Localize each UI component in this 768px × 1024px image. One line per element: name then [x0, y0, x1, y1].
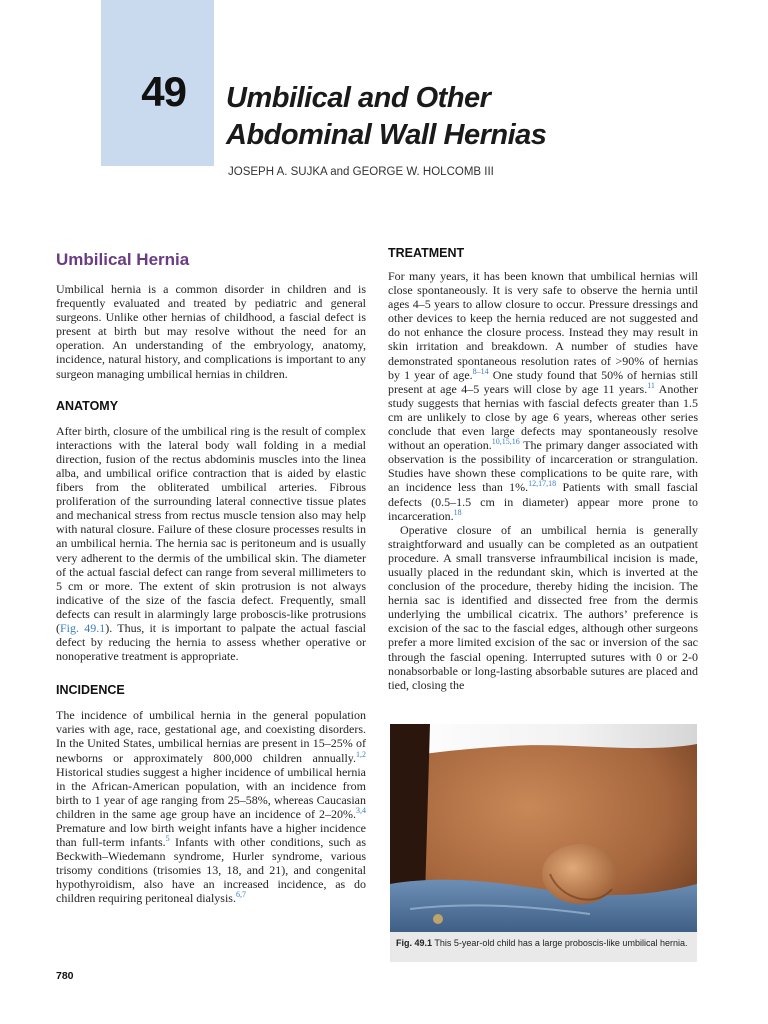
hernia-photo-illustration — [390, 724, 697, 932]
anatomy-text-a: After birth, closure of the umbilical ring is the result of complex interactions with the lateral body wall folding in a medial direction, fusion of the rectus abdominis muscles into the linea alba, and umbilical orifice contraction that is aided by elastic fibers from the obliterated umbilical arteries. Fibrous proliferation of the surrounding lateral connective tissue plates and mechanical stress from rectus muscle tension also may help with natural closure. Failure of these closure processes results in an umbilical hernia. The hernia sac is peritoneum and is usually very adherent to the dermis of the umbilical skin. The diameter of the actual fascial defect can range from several millimeters to 5 cm or more. The extent of skin protrusion is not always indicative of the size of the fascia defect. Frequently, small defects can result in alarmingly large proboscis-like protrusions ( — [56, 423, 366, 635]
chapter-title — [226, 80, 726, 154]
treatment-text-3: Another study suggests that hernias with fascial defects greater than 1.5 cm are unlikely to close by age 6 years, whereas other series conclude that even large defects may spontaneously resolve without an operation. — [388, 381, 698, 453]
citation-ref[interactable]: 5 — [165, 834, 170, 844]
anatomy-text-b: ). Thus, it is important to palpate the actual fascial defect by reducing the hernia to assess whether operative or nonoperative treatment is appropriate. — [56, 620, 366, 664]
citation-ref[interactable]: 8–14 — [472, 366, 489, 376]
treatment-text-1: For many years, it has been known that umbilical hernias will close spontaneously. It is very safe to observe the hernia until ages 4–5 years to allow closure to occur. Pressure dressings and other devices to keep the hernia reduced are not suggested and do not enhance the closure process. Instead they may result in skin irritation and breakdown. A number of studies have demonstrated spontaneous resolution rates of >90% of hernias by 1 year of age. — [388, 269, 698, 382]
incidence-text-3: Premature and low birth weight infants have a higher incidence than full-term infants. — [56, 821, 366, 850]
treatment-text-2: One study found that 50% of hernias still present at age 4–5 years will close by age 11 years. — [388, 367, 699, 396]
citation-ref[interactable]: 18 — [453, 507, 462, 517]
treatment-paragraph-1 — [388, 269, 698, 523]
incidence-text-4: Infants with other conditions, such as Beckwith–Wiedemann syndrome, Hurler syndrome, various trisomy conditions (trisomies 13, 18, and 21), and congenital hypothyroidism, also have an increased incidence, as do children requiring peritoneal dialysis. — [56, 835, 366, 906]
incidence-text-1: The incidence of umbilical hernia in the general population varies with age, race, gestational age, and coexisting disorders. In the United States, umbilical hernias are present in 15–25% of newborns or approximately 800,000 children annually. — [56, 708, 366, 765]
figure-label: Fig. 49.1 — [396, 938, 433, 948]
intro-paragraph: Umbilical hernia is a common disorder in children and is frequently evaluated and treated by pediatric and general surgeons. Unlike other hernias of childhood, a fascial defect is present at birth but may resolve without the need for an operation. An understanding of the embryology, anatomy, incidence, natural history, and complications is important to any surgeon managing umbilical hernias in children. — [56, 282, 366, 381]
chapter-title-line2: Abdominal Wall Hernias — [226, 119, 547, 151]
chapter-number: 49 — [141, 68, 186, 115]
figure-caption-text: This 5-year-old child has a large proboscis-like umbilical hernia. — [432, 938, 688, 948]
citation-ref[interactable]: 1,2 — [356, 749, 366, 759]
incidence-heading: INCIDENCE — [56, 683, 125, 698]
citation-ref[interactable]: 6,7 — [235, 890, 246, 900]
treatment-heading: TREATMENT — [388, 246, 465, 260]
citation-ref[interactable]: 11 — [647, 380, 655, 390]
treatment-text-4: The primary danger associated with observation is the possibility of incarceration or strangulation. Studies have shown these complications to be quite rare, with an incidence less than 1%. — [388, 438, 698, 495]
section-heading: Umbilical Hernia — [56, 250, 190, 269]
citation-ref[interactable]: 10,15,16 — [491, 437, 520, 447]
treatment-text-5: Patients with small fascial defects (0.5–1.5 cm in diameter) appear more prone to incarceration. — [388, 480, 698, 523]
page-number: 780 — [56, 970, 74, 982]
right-column — [388, 246, 698, 692]
hernia-photo — [390, 724, 697, 932]
figure-caption — [390, 932, 697, 962]
chapter-title-line1: Umbilical and Other — [226, 82, 491, 114]
anatomy-paragraph — [56, 424, 366, 664]
figure-reference-link[interactable]: Fig. 49.1 — [60, 620, 106, 635]
citation-ref[interactable]: 12,17,18 — [528, 479, 557, 489]
treatment-paragraph-2: Operative closure of an umbilical hernia is generally straightforward and usually can be completed as an outpatient procedure. A small transverse infraumbilical incision is made, usually placed in the redundant skin, which is inverted at the conclusion of the procedure, thereby hiding the incision. The hernia sac is identified and dissected free from the dermis underlying the umbilical cicatrix. The authors’ preference is excision of the sac to the fascial edges, although other surgeons prefer a more limited excision of the sac or inversion of the sac through the fascial opening. Interrupted sutures with 0 or 2-0 nonabsorbable or long-lasting absorbable sutures are placed and tied, closing the — [388, 522, 698, 692]
citation-ref[interactable]: 3,4 — [356, 805, 366, 815]
left-column — [56, 250, 366, 906]
incidence-text-2: Historical studies suggest a higher incidence of umbilical hernia in the African-American population, with an incidence from birth to 1 year of age ranging from 25–58%, whereas Caucasian children in the same age group have an incidence of 2–20%. — [56, 764, 366, 821]
chapter-authors: JOSEPH A. SUJKA and GEORGE W. HOLCOMB III — [228, 166, 494, 178]
incidence-paragraph — [56, 708, 366, 905]
anatomy-heading: ANATOMY — [56, 398, 119, 413]
